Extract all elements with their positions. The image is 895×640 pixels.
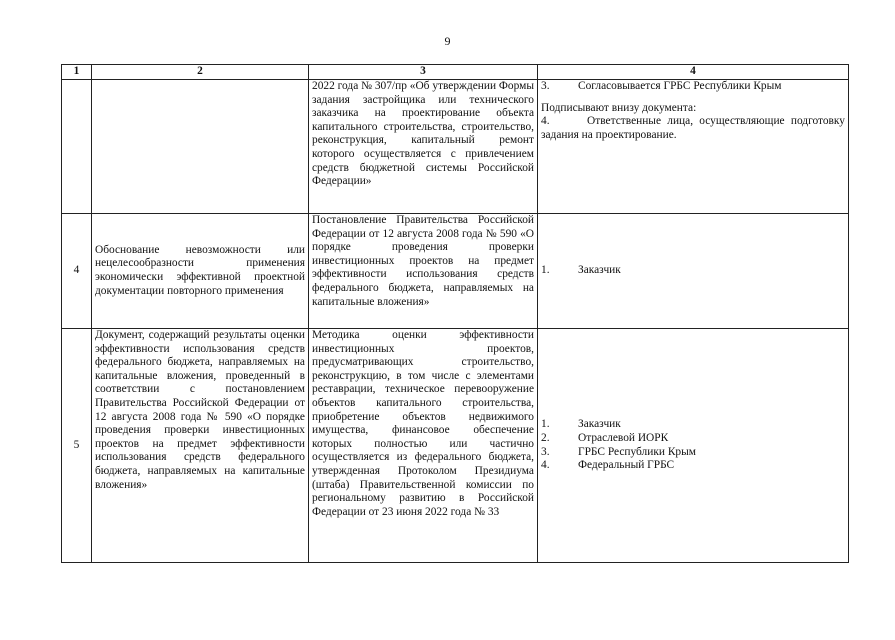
list-item-number: 1. [541, 418, 550, 431]
document-table [61, 64, 849, 563]
table-row [62, 329, 849, 563]
list-item-text: Согласовывается ГРБС Республики Крым [578, 80, 782, 92]
row-number: 4 [62, 214, 92, 329]
responsible-cell [538, 214, 849, 329]
list-item-number: 3. [541, 445, 550, 458]
note-text: Подписывают внизу документа: [541, 101, 697, 114]
table-row [62, 80, 849, 214]
legal-basis-cell: Методика оценки эффективности инвестиционных проектов, предусматривающих строительство, реконструкцию, в том числе с элементами реставрации, техническое перевооружение объектов капитального строительства, приобретение объектов недвижимого имущества, финансовое обеспечение которых полностью или частично осуществляется из федерального бюджета, утвержденная Протоколом Президиума (штаба) Правительственной комиссии по региональному развитию в Российской Федерации от 23 июня 2022 года № 33 [309, 329, 538, 563]
header-cell-2: 2 [92, 65, 309, 80]
table-header-row [62, 65, 849, 80]
row-number: 5 [62, 329, 92, 563]
row-number [62, 80, 92, 214]
list-item [541, 432, 845, 446]
list-item-number: 3. [541, 80, 550, 92]
legal-basis-cell: Постановление Правительства Российской Федерации от 12 августа 2008 года № 590 «О порядке проведения проверки инвестиционных проектов на предмет эффективности использования средств федерального бюджета, направляемых на капитальные вложения» [309, 214, 538, 329]
list-item-text: Федеральный ГРБС [578, 459, 675, 472]
list-item-text: ГРБС Республики Крым [578, 445, 696, 458]
list-item-number: 1. [541, 264, 550, 277]
table-row [62, 214, 849, 329]
list-item-text: Заказчик [578, 264, 621, 277]
page-number: 9 [444, 34, 451, 48]
list-item [541, 115, 845, 142]
responsible-cell [538, 80, 849, 214]
responsible-cell [538, 329, 849, 563]
list-item [541, 80, 845, 94]
list-item [541, 446, 845, 460]
header-cell-3: 3 [309, 65, 538, 80]
list-item [541, 418, 845, 432]
list-item-number: 2. [541, 431, 550, 444]
list-item-text: Ответственные лица, осуществляющие подготовку задания на проектирование. [541, 115, 846, 141]
list-item-number: 4. [541, 115, 550, 128]
list-item [541, 459, 845, 473]
header-cell-4: 4 [538, 65, 849, 80]
list-item-text: Отраслевой ИОРК [578, 431, 669, 444]
legal-basis-cell: 2022 года № 307/пр «Об утверждении Формы задания застройщика или технического заказчика на проектирование объекта капитального строительства, строительство, реконструкция, капитальный ремонт которого осуществляется с привлечением средств бюджетной системы Российской Федерации» [309, 80, 538, 214]
document-name-cell: Обоснование невозможности или нецелесообразности применения экономически эффективной проектной документации повторного применения [92, 214, 309, 329]
list-item-number: 4. [541, 459, 550, 472]
header-cell-1: 1 [62, 65, 92, 80]
document-name-cell: Документ, содержащий результаты оценки эффективности использования средств федерального бюджета, направляемых на капитальные вложения, проведенный в соответствии с постановлением Правительства Российской Федерации от 12 августа 2008 года № 590 «О порядке проведения проверки инвестиционных проектов на предмет эффективности использования средств федерального бюджета, направляемых на капитальные вложения» [92, 329, 309, 563]
list-item [541, 264, 845, 278]
document-name-cell [92, 80, 309, 214]
list-item-text: Заказчик [578, 418, 621, 431]
